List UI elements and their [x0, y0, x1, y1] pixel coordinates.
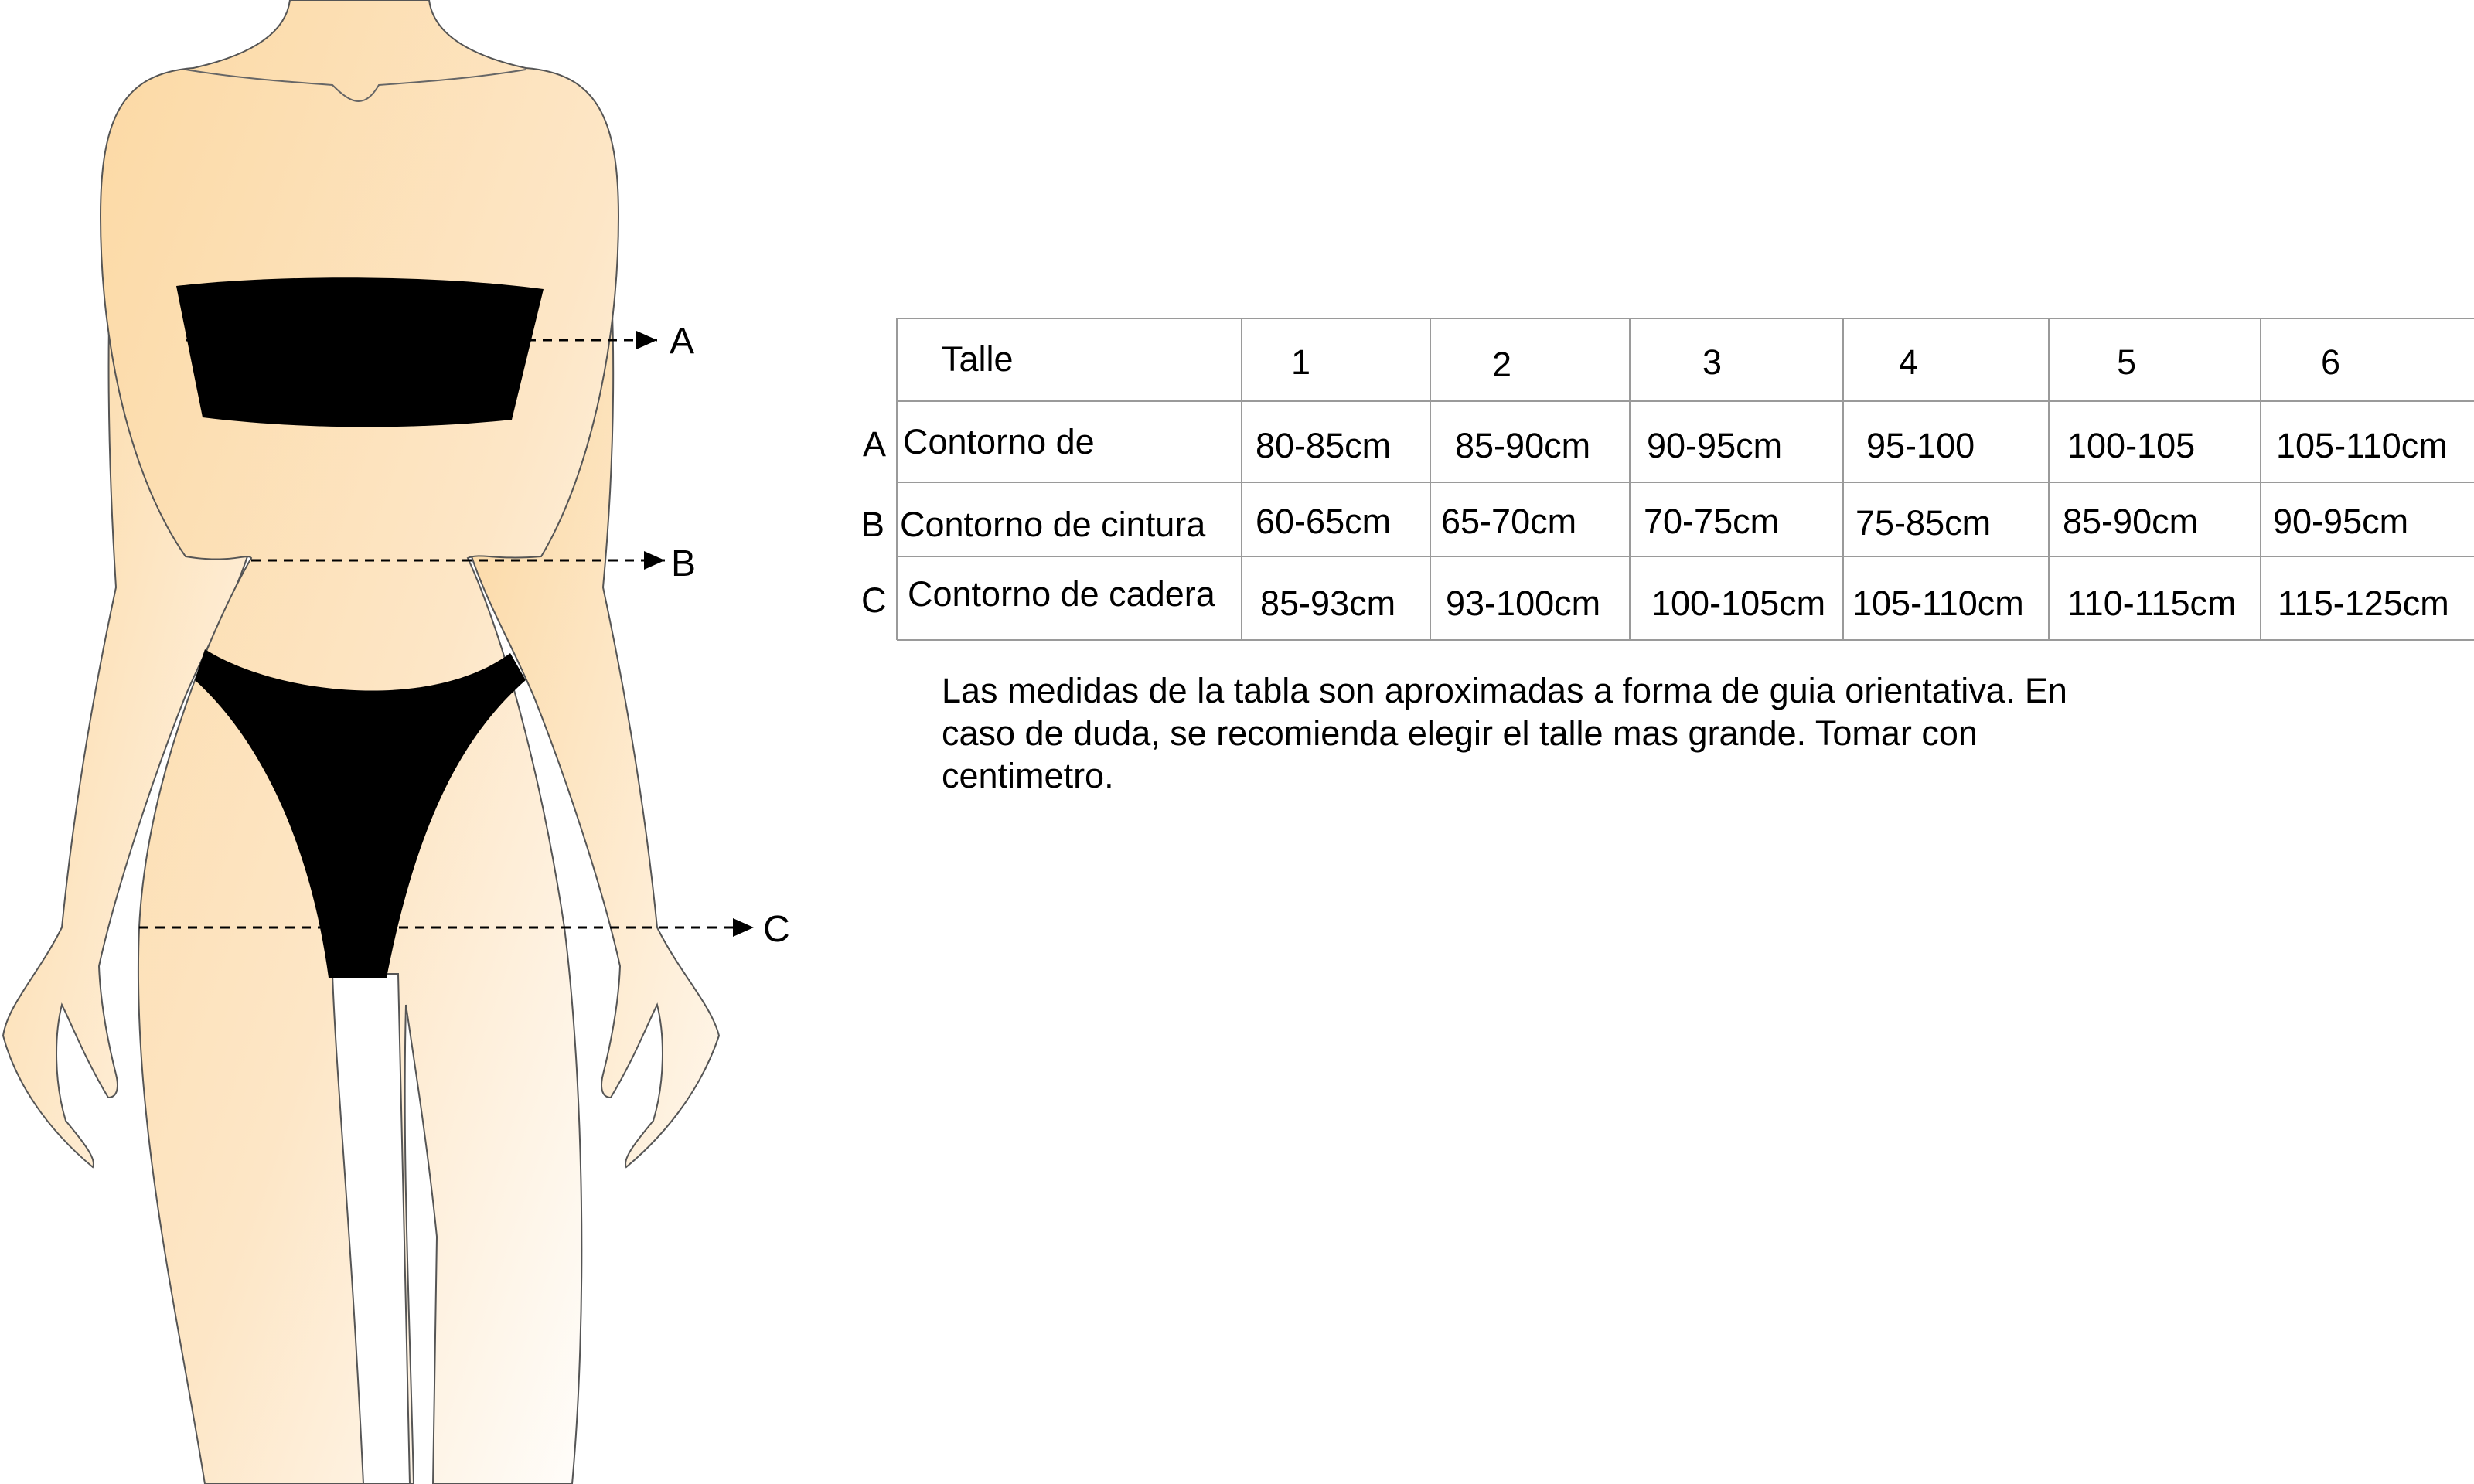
table-cell: 85-90cm	[2063, 502, 2199, 541]
measure-label-a: A	[670, 321, 695, 362]
table-cell: 90-95cm	[1647, 426, 1783, 465]
table-cell: 85-93cm	[1260, 584, 1396, 623]
table-cell: 95-100	[1866, 426, 1975, 465]
row-label: Contorno de	[903, 422, 1095, 461]
bandeau-top	[176, 277, 544, 427]
table-cell: 70-75cm	[1644, 502, 1780, 541]
measure-label-c: C	[763, 909, 790, 950]
table-cell: 60-65cm	[1256, 502, 1392, 541]
table-cell: 110-115cm	[2067, 584, 2237, 623]
table-cell: 80-85cm	[1256, 426, 1392, 465]
table-cell: 105-110cm	[2276, 426, 2448, 465]
table-cell: 115-125cm	[2278, 584, 2449, 623]
row-label: Contorno de cintura	[900, 505, 1206, 544]
table-cell: 85-90cm	[1455, 426, 1591, 465]
table-cell: 105-110cm	[1852, 584, 2024, 623]
table-cell: 90-95cm	[2273, 502, 2409, 541]
table-cell: 65-70cm	[1441, 502, 1577, 541]
row-marker: C	[861, 580, 887, 620]
measure-label-b: B	[671, 543, 697, 584]
table-cell: 100-105	[2067, 426, 2196, 465]
size-header: 1	[1291, 342, 1311, 382]
size-header: 2	[1492, 345, 1512, 384]
row-marker: B	[861, 505, 885, 544]
table-cell: 75-85cm	[1855, 503, 1992, 543]
size-header: 4	[1899, 342, 1919, 382]
table-cell: 100-105cm	[1651, 584, 1826, 623]
size-header: 3	[1702, 342, 1723, 382]
size-guide-note: Las medidas de la tabla son aproximadas a forma de guia orientativa. En caso de duda, se recomienda elegir el talle mas grande. Tomar con centimetro.	[942, 671, 2067, 795]
size-table	[861, 318, 2474, 651]
size-header: 5	[2117, 342, 2137, 382]
body-figure-diagram	[0, 0, 850, 1484]
size-header: 6	[2321, 342, 2341, 382]
table-header-talle: Talle	[942, 339, 1014, 379]
table-cell: 93-100cm	[1446, 584, 1601, 623]
row-label: Contorno de cadera	[908, 574, 1215, 614]
row-marker: A	[863, 424, 887, 464]
